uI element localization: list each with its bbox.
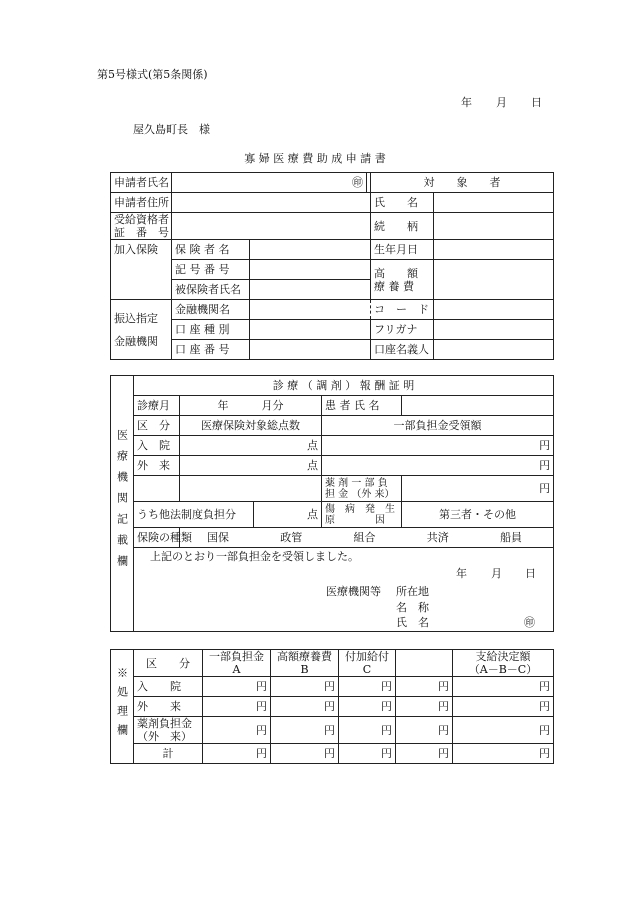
points-total-header: 医療保険対象総点数: [180, 416, 322, 436]
institution-label: 医療機関等: [326, 585, 381, 598]
transfer-bank-label: 振込指定 金融機関: [111, 300, 172, 360]
proc-total-c[interactable]: 円: [339, 744, 396, 764]
proc-inpatient-d[interactable]: 円: [396, 677, 453, 697]
symbol-number-label: 記 号 番 号: [172, 260, 250, 280]
account-holder-label: 口座名義人: [371, 340, 434, 360]
insurance-type-label: 保険の種類: [134, 528, 180, 548]
location-label: 所在地: [396, 585, 429, 598]
high-cost-field[interactable]: [434, 260, 554, 300]
doctor-name-label: 氏 名: [396, 616, 429, 629]
proc-row-total-label: 計: [134, 744, 203, 764]
processing-table: [110, 649, 554, 764]
proc-col-total-header: 支給決定額 （A－B－C）: [453, 650, 554, 677]
proc-drug-b[interactable]: 円: [271, 717, 339, 744]
proc-row-inpatient-label: 入 院: [134, 677, 203, 697]
insurance-option-senin[interactable]: 船員: [500, 531, 523, 544]
proc-total-b[interactable]: 円: [271, 744, 339, 764]
drug-copay-label: 薬 剤 一 部 負 担 金 （外 来）: [322, 476, 402, 502]
account-type-label: 口 座 種 別: [172, 320, 250, 340]
inpatient-points-field[interactable]: 点: [180, 436, 322, 456]
target-person-header: 対 象 者: [371, 173, 554, 193]
proc-category-header: 区 分: [134, 650, 203, 677]
insurer-name-label: 保 険 者 名: [172, 240, 250, 260]
institution-name-label: 名 称: [396, 601, 429, 614]
insurance-label: 加入保険: [111, 240, 172, 300]
receipt-statement: 上記のとおり一部負担金を受領しました。: [150, 550, 359, 563]
applicant-address-field[interactable]: [172, 193, 371, 213]
proc-inpatient-b[interactable]: 円: [271, 677, 339, 697]
date-month: 月: [496, 96, 507, 109]
receipt-date-month: 月: [491, 567, 502, 580]
proc-row-drug-label: 薬剤負担金 （外 来）: [134, 717, 203, 744]
relation-field[interactable]: [434, 213, 554, 240]
receipt-date-day: 日: [525, 567, 536, 580]
insurance-option-kokuho[interactable]: 国保: [207, 531, 229, 544]
outpatient-label: 外 来: [134, 456, 180, 476]
certificate-number-field[interactable]: [172, 213, 371, 240]
blank-label-cell: [134, 476, 180, 502]
proc-drug-d[interactable]: 円: [396, 717, 453, 744]
patient-name-label: 患 者 氏 名: [322, 396, 402, 416]
insurer-name-field[interactable]: [250, 240, 371, 260]
target-name-field[interactable]: [434, 193, 554, 213]
receipt-date-year: 年: [456, 567, 467, 580]
applicant-address-label: 申請者住所: [111, 193, 172, 213]
birthdate-field[interactable]: [434, 240, 554, 260]
proc-total-d[interactable]: 円: [396, 744, 453, 764]
birthdate-label: 生年月日: [371, 240, 434, 260]
treatment-month-field[interactable]: 年 月分: [180, 396, 322, 416]
high-cost-label: 高 額 療 養 費: [371, 260, 434, 300]
account-number-field[interactable]: [250, 340, 371, 360]
other-law-points-field[interactable]: 点: [254, 502, 322, 528]
proc-col-d-header: [396, 650, 453, 677]
proc-row-outpatient-label: 外 来: [134, 697, 203, 717]
date-year: 年: [461, 96, 472, 109]
insurance-type-options: [180, 528, 554, 548]
bank-name-field[interactable]: [250, 300, 371, 320]
other-law-label: うち他法制度負担分: [134, 502, 254, 528]
proc-outpatient-d[interactable]: 円: [396, 697, 453, 717]
proc-inpatient-a[interactable]: 円: [203, 677, 271, 697]
code-field[interactable]: [434, 300, 554, 320]
category-label: 区 分: [134, 416, 180, 436]
bank-name-label: 金融機関名: [172, 300, 250, 320]
treatment-month-label: 診療月: [134, 396, 180, 416]
applicant-name-label: 申請者氏名: [111, 173, 172, 193]
furigana-label: フリガナ: [371, 320, 434, 340]
processing-side-label: ※処理欄: [111, 650, 134, 764]
copay-received-header: 一部負担金受領額: [322, 416, 554, 436]
proc-drug-c[interactable]: 円: [339, 717, 396, 744]
insured-name-label: 被保険者氏名: [172, 280, 250, 300]
proc-inpatient-c[interactable]: 円: [339, 677, 396, 697]
proc-drug-a[interactable]: 円: [203, 717, 271, 744]
page-title: 寡 婦 医 療 費 助 成 申 請 書: [244, 152, 386, 165]
inpatient-label: 入 院: [134, 436, 180, 456]
outpatient-copay-field[interactable]: 円: [322, 456, 554, 476]
addressee: 屋久島町長 様: [133, 123, 210, 136]
proc-drug-total[interactable]: 円: [453, 717, 554, 744]
proc-total-a[interactable]: 円: [203, 744, 271, 764]
medical-side-label: 医療機関記載欄: [111, 376, 134, 632]
proc-outpatient-total[interactable]: 円: [453, 697, 554, 717]
insurance-option-kumiai[interactable]: 組合: [353, 531, 376, 544]
proc-total-total[interactable]: 円: [453, 744, 554, 764]
insured-name-field[interactable]: [250, 280, 371, 300]
insurance-option-seikan[interactable]: 政管: [280, 531, 303, 544]
outpatient-points-field[interactable]: 点: [180, 456, 322, 476]
seal-mark: ㊞: [352, 176, 363, 189]
proc-col-a-header: 一部負担金 A: [203, 650, 271, 677]
inpatient-copay-field[interactable]: 円: [322, 436, 554, 456]
date-day: 日: [531, 96, 542, 109]
certificate-number-label: 受給資格者 証 番 号: [111, 213, 172, 240]
insurance-option-kyosai[interactable]: 共済: [426, 531, 449, 544]
proc-outpatient-a[interactable]: 円: [203, 697, 271, 717]
applicant-table: [110, 172, 554, 360]
patient-name-field[interactable]: [402, 396, 554, 416]
relation-label: 続 柄: [371, 213, 434, 240]
proc-outpatient-c[interactable]: 円: [339, 697, 396, 717]
form-number: 第5号様式(第5条関係): [97, 68, 208, 81]
medical-cert-title: 診 療 （ 調 剤 ） 報 酬 証 明: [134, 376, 554, 396]
doctor-seal: ㊞: [524, 616, 535, 629]
furigana-field[interactable]: [434, 320, 554, 340]
target-name-label: 氏 名: [371, 193, 434, 213]
symbol-number-field[interactable]: [250, 260, 371, 280]
code-label: コ ー ド: [371, 300, 434, 320]
blank-points-field[interactable]: [180, 476, 322, 502]
account-type-field[interactable]: [250, 320, 371, 340]
third-party-option[interactable]: 第三者・その他: [402, 502, 554, 528]
drug-copay-field[interactable]: 円: [402, 476, 554, 502]
account-number-label: 口 座 番 号: [172, 340, 250, 360]
proc-col-c-header: 付加給付 C: [339, 650, 396, 677]
proc-col-b-header: 高額療養費 B: [271, 650, 339, 677]
medical-table: [110, 375, 554, 632]
proc-outpatient-b[interactable]: 円: [271, 697, 339, 717]
applicant-name-field[interactable]: [172, 173, 367, 193]
receipt-block: [134, 548, 554, 632]
proc-inpatient-total[interactable]: 円: [453, 677, 554, 697]
account-holder-field[interactable]: [434, 340, 554, 360]
injury-cause-label: 傷 病 発 生 原 因: [322, 502, 402, 528]
